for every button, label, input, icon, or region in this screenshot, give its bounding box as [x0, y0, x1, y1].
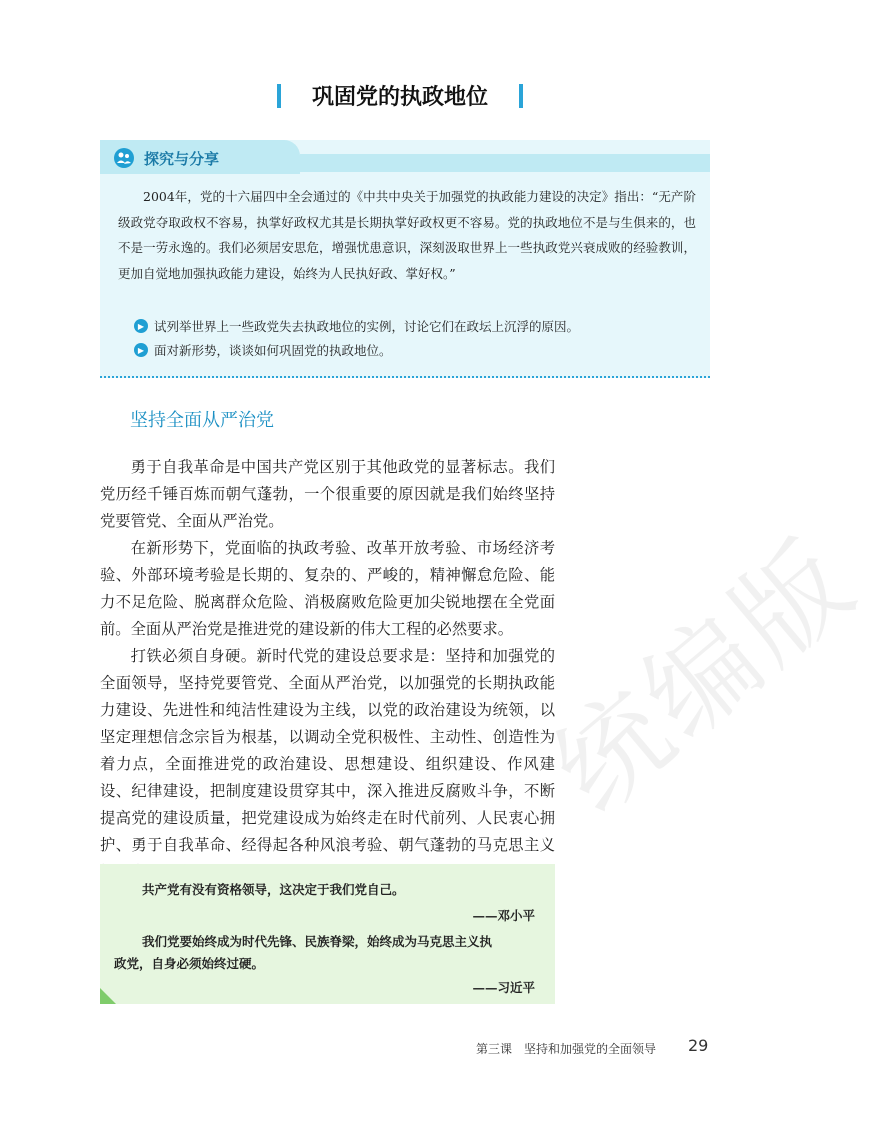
quote-text: 共产党有没有资格领导，这决定于我们党自己。 — [142, 882, 405, 897]
title-bar-left — [277, 84, 281, 108]
explore-label: 探究与分享 — [144, 149, 220, 168]
section-title-text: 巩固党的执政地位 — [311, 85, 488, 110]
explore-header-band — [300, 154, 710, 172]
discussion-item — [134, 341, 392, 359]
quote-box — [100, 864, 555, 1004]
discussion-text: 面对新形势，谈谈如何巩固党的执政地位。 — [154, 343, 392, 358]
arrow-circle-icon: ▶ — [134, 343, 148, 357]
paragraph: 在新形势下，党面临的执政考验、改革开放考验、市场经济考验、外部环境考验是长期的、复杂的、严峻的，精神懈怠危险、能力不足危险、脱离群众危险、消极腐败危险更加尖锐地摆在全党面前。全面从严治党是推进党的建设新的伟大工程的必然要求。 — [100, 539, 555, 638]
watermark: 统编版 — [530, 514, 880, 837]
section-divider — [100, 376, 710, 378]
quote-text: 政党，自身必须始终过硬。 — [114, 956, 265, 971]
discussion-item — [134, 317, 579, 335]
corner-decoration — [100, 988, 116, 1004]
section-title — [0, 80, 800, 114]
globe-people-icon — [112, 146, 136, 170]
quote-attribution: ——习近平 — [472, 980, 535, 995]
paragraph: 打铁必须自身硬。新时代党的建设总要求是：坚持和加强党的全面领导，坚持党要管党、全面从严治党，以加强党的长期执政能力建设、先进性和纯洁性建设为主线，以党的政治建设为统领，以坚定理想信念宗旨为根基，以调动全党积极性、主动性、创造性为着力点，全面推进党的政治建设、思想建设、组织建设、作风建设、纪律建设，把制度建设贯穿其中，深入推进反腐败斗争，不断提高党的建设质量，把党建设成为始终走在时代前列、人民衷心拥护、勇于自我革命、经得起各种风浪考验、朝气蓬勃的马克思主义 — [100, 647, 555, 854]
title-bar-right — [519, 84, 523, 108]
sub-heading: 坚持全面从严治党 — [130, 410, 274, 431]
explore-quote: 2004年，党的十六届四中全会通过的《中共中央关于加强党的执政能力建设的决定》指出：“无产阶级政党夺取政权不容易，执掌好政权尤其是长期执掌好政权更不容易。党的执政地位不是与生俱来的，也不是一劳永逸的。我们必须居安思危，增强忧患意识，深刻汲取世界上一些执政党兴衰成败的经验教训，更加自觉地加强执政能力建设，始终为人民执好政、掌好权。” — [118, 189, 696, 281]
page-number: 29 — [688, 1036, 709, 1055]
footer-chapter: 第三课 坚持和加强党的全面领导 — [476, 1042, 657, 1056]
quote-attribution: ——邓小平 — [472, 908, 535, 923]
quote-text: 我们党要始终成为时代先锋、民族脊梁，始终成为马克思主义执 — [142, 934, 493, 949]
paragraph: 勇于自我革命是中国共产党区别于其他政党的显著标志。我们党历经千锤百炼而朝气蓬勃，一个很重要的原因就是我们始终坚持党要管党、全面从严治党。 — [100, 458, 555, 530]
body-text — [100, 454, 555, 886]
discussion-text: 试列举世界上一些政党失去执政地位的实例，讨论它们在政坛上沉浮的原因。 — [154, 319, 580, 334]
arrow-circle-icon: ▶ — [134, 319, 148, 333]
explore-header — [112, 146, 219, 170]
